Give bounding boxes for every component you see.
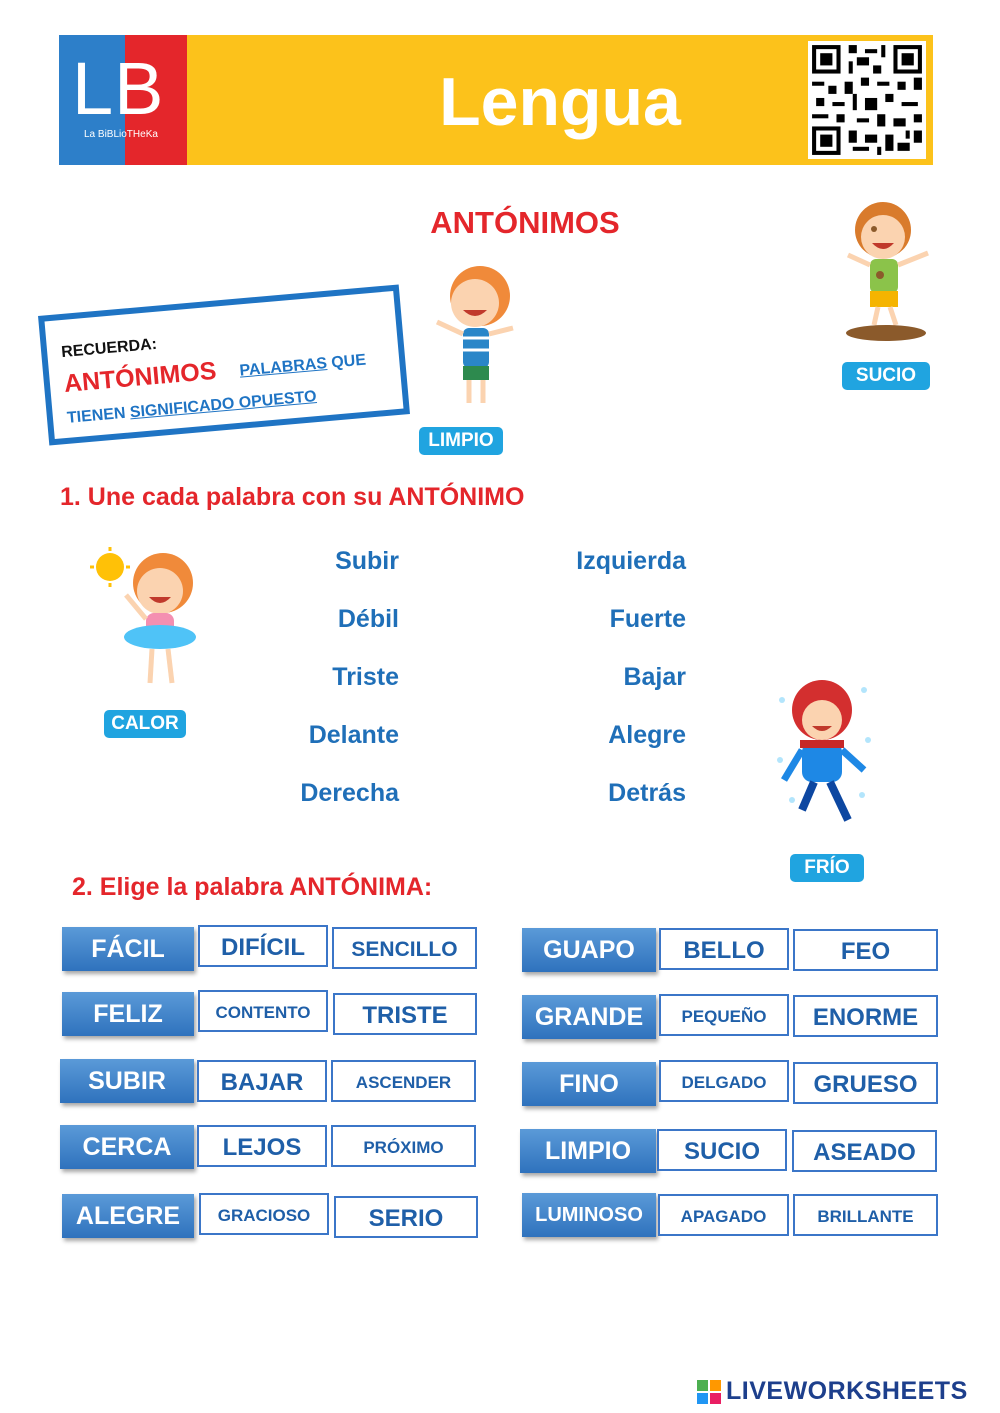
answer-option[interactable]: PRÓXIMO (331, 1125, 476, 1167)
remember-word: ANTÓNIMOS (62, 356, 218, 398)
question-word: GUAPO (522, 928, 656, 972)
answer-option[interactable]: BAJAR (197, 1060, 327, 1102)
match-left-word[interactable]: Débil (337, 605, 399, 633)
answer-option[interactable]: GRUESO (793, 1062, 938, 1104)
section-title: ANTÓNIMOS (430, 205, 620, 240)
answer-option[interactable]: LEJOS (197, 1125, 327, 1167)
winter-kid-illustration (772, 670, 877, 832)
clean-boy-illustration (425, 258, 520, 413)
answer-option[interactable]: TRISTE (333, 993, 477, 1035)
remember-underlined-1: PALABRAS (238, 355, 328, 380)
answer-option[interactable]: CONTENTO (198, 990, 328, 1032)
logo-subtitle: La BiBLioTHeKa (84, 129, 158, 140)
answer-option[interactable]: BRILLANTE (793, 1194, 938, 1236)
answer-option[interactable]: ENORME (793, 995, 938, 1037)
remember-text-1: QUE (326, 351, 367, 372)
question-word: CERCA (60, 1125, 194, 1169)
footer-brand: LIVEWORKSHEETS (726, 1377, 968, 1405)
question-word: FÁCIL (62, 927, 194, 971)
answer-option[interactable]: DELGADO (659, 1060, 789, 1102)
answer-option[interactable]: BELLO (659, 928, 789, 970)
answer-option[interactable]: APAGADO (658, 1194, 789, 1236)
answer-option[interactable]: FEO (793, 929, 938, 971)
answer-option[interactable]: GRACIOSO (199, 1193, 329, 1235)
answer-option[interactable]: SENCILLO (332, 927, 477, 969)
exercise-2-title: 2. Elige la palabra ANTÓNIMA: (72, 873, 433, 901)
liveworksheets-logo-icon (697, 1380, 721, 1404)
remember-underlined-2: SIGNIFICADO OPUESTO (129, 388, 318, 422)
label-calor: CALOR (104, 710, 186, 738)
logo-letters: LB (72, 47, 165, 130)
label-frio: FRÍO (790, 854, 864, 882)
remember-box (38, 284, 410, 445)
question-word: ALEGRE (62, 1194, 194, 1238)
match-right-word[interactable]: Bajar (623, 663, 686, 691)
question-word: FINO (522, 1062, 656, 1106)
match-left-word[interactable]: Subir (335, 547, 399, 575)
answer-option[interactable]: SUCIO (657, 1129, 787, 1171)
match-right-word[interactable]: Alegre (608, 721, 686, 749)
question-word: GRANDE (522, 995, 656, 1039)
remember-text-2: TIENEN (66, 404, 131, 427)
dirty-boy-illustration (838, 195, 938, 345)
match-right-word[interactable]: Fuerte (609, 605, 686, 633)
remember-heading: RECUERDA: (60, 335, 158, 362)
match-right-word[interactable]: Detrás (608, 779, 686, 807)
match-left-word[interactable]: Delante (308, 721, 399, 749)
answer-option[interactable]: ASEADO (792, 1130, 937, 1172)
match-right-word[interactable]: Izquierda (576, 547, 686, 575)
label-limpio: LIMPIO (419, 427, 503, 455)
answer-option[interactable]: PEQUEÑO (659, 994, 789, 1036)
answer-option[interactable]: DIFÍCIL (198, 925, 328, 967)
question-word: LIMPIO (520, 1129, 656, 1173)
remember-definition-1 (239, 352, 367, 381)
answer-option[interactable]: ASCENDER (331, 1060, 476, 1102)
label-sucio: SUCIO (842, 362, 930, 390)
question-word: FELIZ (62, 992, 194, 1036)
match-left-word[interactable]: Triste (332, 663, 399, 691)
match-left-word[interactable]: Derecha (300, 779, 399, 807)
question-word: LUMINOSO (522, 1193, 656, 1237)
page-title: Lengua (439, 64, 681, 140)
question-word: SUBIR (60, 1059, 194, 1103)
answer-option[interactable]: SERIO (334, 1196, 478, 1238)
summer-girl-illustration (88, 545, 203, 690)
exercise-1-title: 1. Une cada palabra con su ANTÓNIMO (60, 483, 525, 511)
qr-code-icon (808, 41, 926, 159)
